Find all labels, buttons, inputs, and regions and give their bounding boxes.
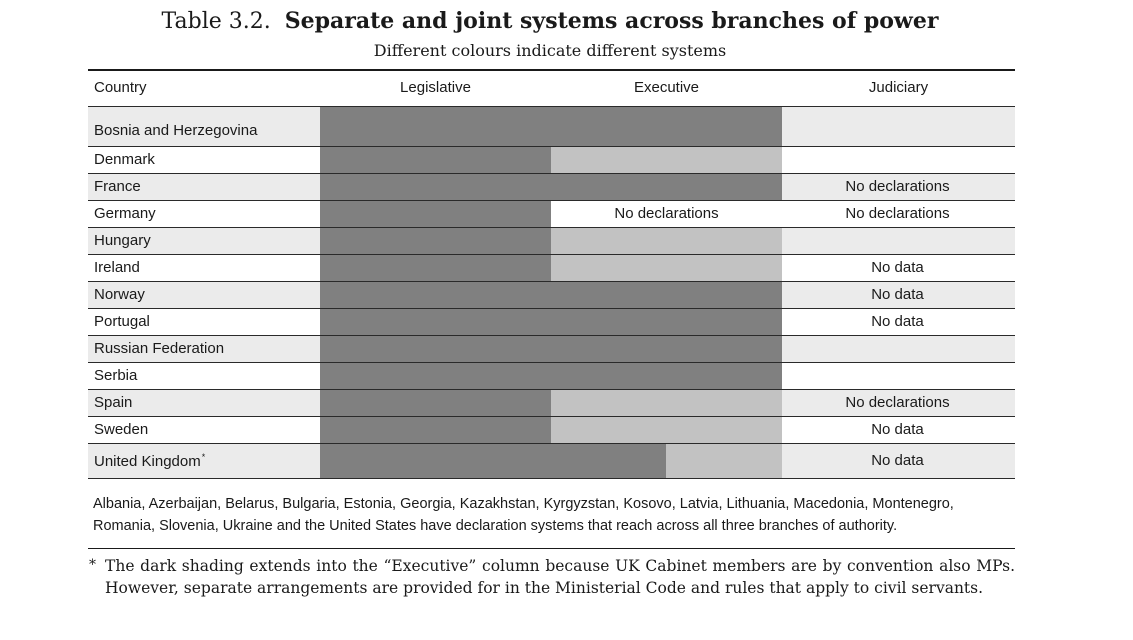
- judiciary-note: No declarations: [845, 178, 950, 195]
- country-name: [94, 178, 141, 195]
- country-label: Ireland: [94, 259, 140, 276]
- legislative-shade: [320, 390, 551, 416]
- header-executive: Executive: [633, 79, 700, 96]
- footnote: Albania, Azerbaijan, Belarus, Bulgaria, Estonia, Georgia, Kazakhstan, Kyrgyzstan, Kosovo, Latvia, Lithuania, Macedonia, Montenegro, Romania, Slovenia, Ukraine and the United States have declaration systems that reach across all three branches of authority.: [93, 496, 954, 534]
- legislative-shade: [320, 255, 551, 281]
- country-name: [94, 367, 137, 384]
- executive-shade: [551, 282, 782, 308]
- judiciary-note: No data: [871, 259, 924, 276]
- legislative-shade: [320, 201, 551, 227]
- executive-shade: [551, 390, 782, 416]
- header-country: Country: [94, 79, 147, 96]
- executive-shade: [551, 417, 782, 443]
- country-name: [94, 232, 151, 249]
- country-name: [94, 313, 150, 330]
- legislative-shade: [320, 309, 551, 335]
- table-row: [88, 363, 1015, 390]
- judiciary-note: No data: [871, 286, 924, 303]
- header-legislative: Legislative: [400, 79, 471, 96]
- legislative-shade: [320, 417, 551, 443]
- judiciary-note: No data: [871, 452, 924, 469]
- legislative-shade: [320, 363, 551, 389]
- star-marker: *: [89, 557, 96, 573]
- table-number: Table 3.2.: [161, 9, 271, 34]
- table-row: [88, 309, 1015, 336]
- table-row: [88, 444, 1015, 479]
- country-label: Serbia: [94, 367, 138, 384]
- judiciary-note: No declarations: [845, 394, 950, 411]
- table-row: [88, 255, 1015, 282]
- country-name: [94, 151, 155, 168]
- judiciary-note: No data: [871, 313, 924, 330]
- country-name: [94, 259, 140, 276]
- table-row: [88, 201, 1015, 228]
- judiciary-note: No declarations: [845, 205, 950, 222]
- legislative-shade: [320, 444, 551, 478]
- legislative-shade: [320, 147, 551, 173]
- executive-shade-dark: [551, 444, 666, 478]
- country-name: [94, 340, 224, 357]
- table-row: [88, 282, 1015, 309]
- table-row: [88, 336, 1015, 363]
- country-label: Norway: [94, 286, 145, 303]
- legislative-shade: [320, 336, 551, 362]
- executive-shade: [551, 107, 782, 146]
- country-name: [94, 452, 205, 470]
- judiciary-note: No data: [871, 421, 924, 438]
- table-row: [88, 390, 1015, 417]
- country-name: [94, 286, 145, 303]
- table-title-text: Separate and joint systems across branches of power: [284, 8, 939, 34]
- legislative-shade: [320, 282, 551, 308]
- table-row: [88, 228, 1015, 255]
- legislative-shade: [320, 228, 551, 254]
- executive-shade: [551, 363, 782, 389]
- legislative-shade: [320, 174, 551, 200]
- executive-shade: [551, 147, 782, 173]
- footnote-separator: [88, 548, 1015, 549]
- country-label: United Kingdom: [94, 453, 201, 470]
- country-label: Spain: [94, 394, 133, 411]
- country-label: France: [94, 178, 141, 195]
- executive-shade: [551, 336, 782, 362]
- executive-shade: [551, 309, 782, 335]
- country-label: Bosnia and Herzegovina: [94, 121, 258, 139]
- table-title: [0, 8, 1100, 34]
- star-note: The dark shading extends into the “Executive” column because UK Cabinet members are by convention also MPs. However, separate arrangements are provided for in the Ministerial Code and rules that apply to civil servants.: [105, 557, 1015, 597]
- table-subtitle: Different colours indicate different systems: [373, 41, 727, 60]
- country-label: Denmark: [94, 151, 155, 168]
- executive-shade: [551, 228, 782, 254]
- table-row: [88, 174, 1015, 201]
- country-name: [94, 394, 132, 411]
- executive-note: No declarations: [614, 205, 719, 222]
- header-judiciary: Judiciary: [868, 79, 929, 96]
- executive-shade: [551, 174, 782, 200]
- table-top-rule: [88, 69, 1015, 71]
- country-name: [94, 205, 156, 222]
- country-label: Hungary: [94, 232, 151, 249]
- executive-shade-light: [666, 444, 782, 478]
- legislative-shade: [320, 107, 551, 146]
- table-row: [88, 147, 1015, 174]
- table-row: [88, 107, 1015, 147]
- country-label: Portugal: [94, 313, 150, 330]
- country-label: Sweden: [94, 421, 149, 438]
- country-name: [94, 122, 257, 139]
- table-row: [88, 417, 1015, 444]
- country-label: Germany: [94, 205, 156, 222]
- country-label: Russian Federation: [94, 340, 225, 357]
- country-name: [94, 421, 148, 438]
- footnote-marker: *: [201, 452, 206, 462]
- executive-shade: [551, 255, 782, 281]
